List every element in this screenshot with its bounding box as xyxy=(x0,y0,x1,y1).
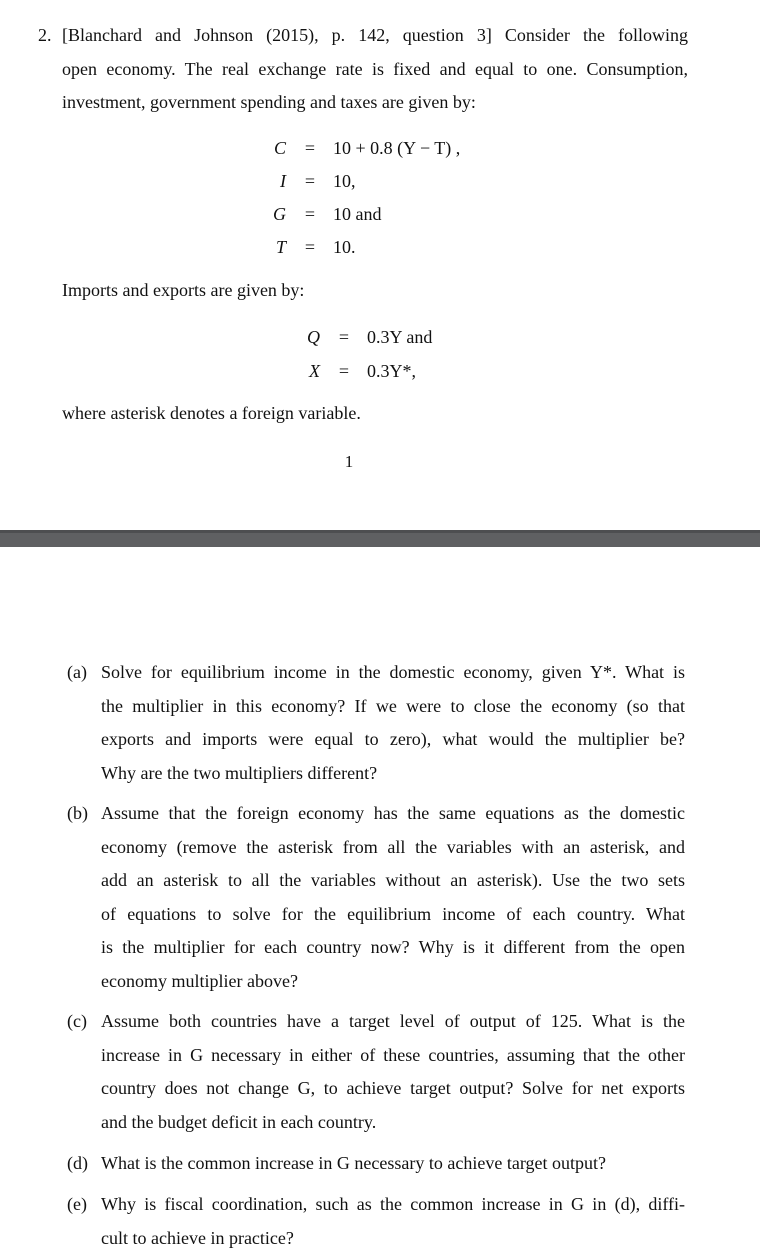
document-page-1: 2. [Blanchard and Johnson (2015), p. 142, question 3] Consider the following open economy. The real exchange rate is fixed and equal to one. Consumption, investment, government spending and taxes are given by: C = 10 + 0.8 (Y − T) , I = 10, G = 10 and T = 10. Imports and exports are given by: Q = 0.3Y and X = 0.3Y*, where asterisk denotes a foreign variable. 1 xyxy=(0,0,760,530)
page-number: 1 xyxy=(344,452,354,471)
question-label: (c) xyxy=(67,1011,87,1031)
problem-line: investment, government spending and taxes are given by: xyxy=(62,92,476,112)
problem-line: open economy. The real exchange rate is fixed and equal to one. Consumption, xyxy=(62,58,688,79)
page-separator xyxy=(0,530,760,547)
problem-number: 2. xyxy=(38,25,52,45)
problem-statement xyxy=(38,19,688,120)
question-label: (d) xyxy=(67,1153,88,1173)
document-page-2: (a) Solve for equilibrium income in the domestic economy, given Y*. What is the multiplier in this economy? If we were to close the economy (so that exports and imports were equal to zero), what would the multiplier be? Why are the two multipliers different? (b) Assume that the foreign economy has the same equations as the domestic economy (remove the asterisk from all the variables with an asterisk, and add an asterisk to all the variables without an asterisk). Use the two sets of equations to solve for the equilibrium income of each country. What is the multiplier for each country now? Why is it different from the open economy multiplier above? (c) Assume both countries have a target level of output of 125. What is the increase in G necessary in either of these countries, assuming that the other country does not change G, to achieve target output? Solve for net exports and the budget deficit in each country. (d) What is the common increase in G necessary to achieve target output? (e) Why is fiscal coordination, such as the common increase in G in (d), diffi- cult to achieve in practice? xyxy=(0,547,760,1260)
problem-line: 2. [Blanchard and Johnson (2015), p. 142, question 3] Consider the following xyxy=(38,19,688,53)
question-label: (b) xyxy=(67,803,88,823)
question-label: (e) xyxy=(67,1194,87,1214)
question-label: (a) xyxy=(67,662,87,682)
asterisk-note: where asterisk denotes a foreign variable. xyxy=(62,403,361,423)
imports-intro: Imports and exports are given by: xyxy=(62,280,305,300)
